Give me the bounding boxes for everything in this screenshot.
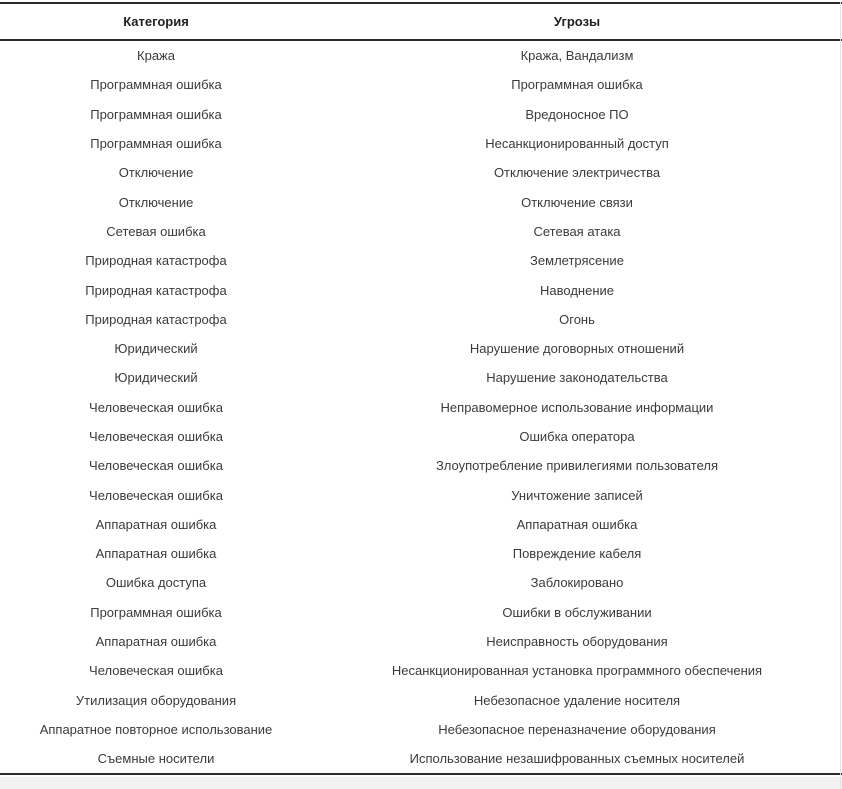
threat-cell: Огонь	[559, 311, 595, 327]
threat-cell: Несанкционированная установка программного обеспечения	[391, 663, 763, 679]
table-row	[0, 480, 842, 509]
threat-cell: Отключение связи	[521, 194, 633, 210]
category-cell: Программная ошибка	[90, 77, 222, 93]
category-cell: Аппаратная ошибка	[95, 546, 217, 562]
table-row	[0, 627, 842, 656]
category-cell: Отключение	[118, 165, 194, 181]
table-row	[0, 305, 842, 334]
table-row	[0, 598, 842, 627]
category-cell: Юридический	[114, 341, 198, 357]
threat-cell: Землетрясение	[530, 253, 624, 269]
category-cell: Человеческая ошибка	[89, 458, 223, 474]
threat-cell: Злоупотребление привилегиями пользователя	[435, 458, 719, 474]
threat-cell: Неправомерное использование информации	[440, 399, 714, 415]
table-row	[0, 363, 842, 392]
table-body	[0, 40, 842, 774]
category-cell: Программная ошибка	[90, 106, 222, 122]
table-row	[0, 744, 842, 774]
threat-cell: Ошибки в обслуживании	[502, 604, 652, 620]
category-cell: Отключение	[118, 194, 194, 210]
table-row	[0, 275, 842, 304]
threat-cell: Нарушение законодательства	[486, 370, 668, 386]
page	[0, 2, 842, 789]
category-cell: Природная катастрофа	[85, 253, 227, 269]
table-row	[0, 539, 842, 568]
threat-cell: Отключение электричества	[493, 165, 661, 181]
category-cell: Съемные носители	[97, 751, 215, 767]
column-header-category: Категория	[0, 3, 312, 40]
table-header-row	[0, 3, 842, 40]
table-row	[0, 334, 842, 363]
category-cell: Человеческая ошибка	[89, 399, 223, 415]
table-row	[0, 510, 842, 539]
table-row	[0, 129, 842, 158]
threat-cell: Небезопасное удаление носителя	[473, 692, 681, 708]
category-cell: Природная катастрофа	[85, 282, 227, 298]
category-cell: Кража	[137, 48, 175, 64]
category-cell: Человеческая ошибка	[89, 487, 223, 503]
threat-category-table	[0, 2, 842, 775]
category-cell: Программная ошибка	[90, 604, 222, 620]
threat-cell: Наводнение	[540, 282, 614, 298]
category-cell: Аппаратная ошибка	[95, 516, 217, 532]
threat-cell: Сетевая атака	[533, 223, 621, 239]
table-row	[0, 217, 842, 246]
threat-cell: Неисправность оборудования	[486, 634, 668, 650]
category-cell: Утилизация оборудования	[75, 692, 237, 708]
column-header-threats: Угрозы	[312, 3, 842, 40]
table-row	[0, 158, 842, 187]
threat-cell: Вредоносное ПО	[525, 106, 629, 122]
category-cell: Сетевая ошибка	[106, 223, 206, 239]
category-cell: Аппаратная ошибка	[95, 634, 217, 650]
category-cell: Аппаратное повторное использование	[39, 721, 273, 737]
table-row	[0, 246, 842, 275]
table-row	[0, 100, 842, 129]
threat-cell: Ошибка оператора	[519, 429, 635, 444]
category-cell: Человеческая ошибка	[89, 663, 223, 679]
category-cell: Природная катастрофа	[85, 311, 227, 327]
table-row	[0, 70, 842, 99]
table-row	[0, 451, 842, 480]
threat-cell: Повреждение кабеля	[512, 546, 642, 562]
right-edge-line	[840, 2, 841, 789]
table-row	[0, 393, 842, 422]
table-row	[0, 686, 842, 715]
threat-cell: Использование незашифрованных съемных носителей	[409, 751, 745, 767]
threat-cell: Кража, Вандализм	[520, 48, 634, 64]
table-row	[0, 715, 842, 744]
threat-cell: Уничтожение записей	[511, 487, 643, 503]
threat-cell: Заблокировано	[530, 575, 624, 591]
threat-cell: Нарушение договорных отношений	[469, 341, 685, 357]
threat-cell: Несанкционированный доступ	[485, 136, 669, 152]
table-row	[0, 187, 842, 216]
category-cell: Юридический	[114, 370, 198, 386]
threat-cell: Аппаратная ошибка	[516, 516, 638, 532]
table-row	[0, 40, 842, 70]
table-row	[0, 568, 842, 597]
footer-strip	[0, 777, 842, 789]
category-cell: Человеческая ошибка	[89, 429, 223, 444]
threat-cell: Программная ошибка	[511, 77, 643, 93]
category-cell: Ошибка доступа	[105, 575, 207, 591]
threat-cell: Небезопасное переназначение оборудования	[438, 721, 716, 737]
category-cell: Программная ошибка	[90, 136, 222, 152]
table-row	[0, 422, 842, 451]
table-row	[0, 656, 842, 685]
